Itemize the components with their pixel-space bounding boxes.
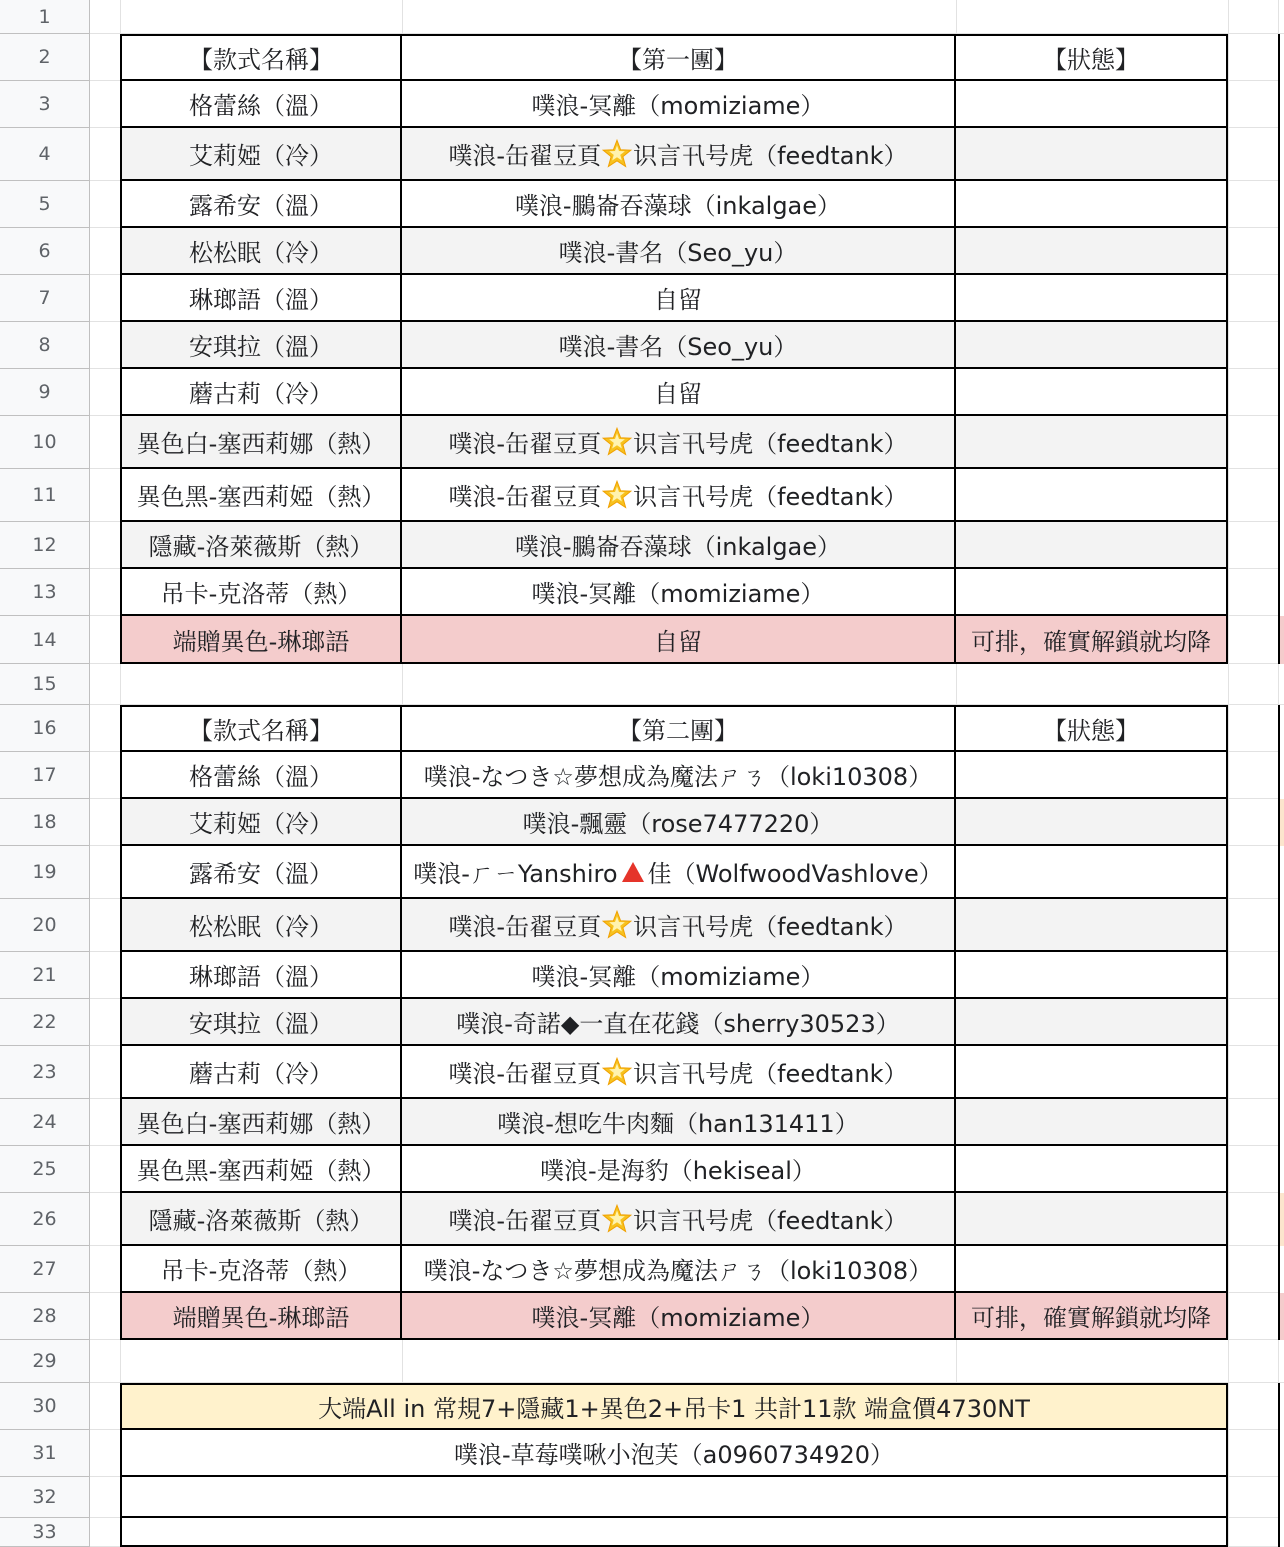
next-column-edge-highlight [1278,1193,1284,1246]
style-name-cell-text: 艾莉婭（冷） [189,142,333,170]
row-number[interactable]: 10 [0,416,89,469]
group-cell-text-part: 识言卂号虎（feedtank） [633,142,908,170]
row-number[interactable]: 12 [0,522,89,569]
style-name-cell-text: 琳瑯語（溫） [189,963,333,991]
group-cell[interactable] [402,899,956,952]
group-cell[interactable] [402,846,956,899]
row-number[interactable]: 19 [0,846,89,899]
style-name-cell[interactable] [120,522,402,569]
group-cell-text-part: 识言卂号虎（feedtank） [633,483,908,511]
status-cell[interactable] [956,899,1228,952]
group-cell-text: 噗浪-飄靈（rose7477220） [522,810,834,838]
group-cell[interactable] [402,1246,956,1293]
row-number[interactable]: 26 [0,1193,89,1246]
header-group[interactable] [402,705,956,752]
style-name-cell[interactable] [120,275,402,322]
group-cell-text: 噗浪-鵩崙吞藻球（inkalgae） [514,533,842,561]
header-status[interactable] [956,34,1228,81]
status-cell[interactable] [956,799,1228,846]
status-cell[interactable] [956,275,1228,322]
empty-merged-cell[interactable] [120,1477,1228,1518]
group-cell[interactable] [402,1046,956,1099]
style-name-cell[interactable] [120,616,402,664]
status-cell[interactable] [956,369,1228,416]
status-cell[interactable] [956,228,1228,275]
style-name-cell[interactable] [120,952,402,999]
status-cell[interactable] [956,1193,1228,1246]
row-number[interactable]: 7 [0,275,89,322]
style-name-cell-text: 松松眠（冷） [189,913,333,941]
status-cell[interactable] [956,1293,1228,1340]
next-column-edge-highlight [1278,1293,1284,1340]
glowing-star-icon [602,1204,632,1234]
style-name-cell[interactable] [120,1146,402,1193]
group-cell-text: 自留 [654,380,702,408]
red-triangle-icon [621,861,645,883]
group-cell-text-part: 噗浪-缶翟豆頁 [448,1060,602,1088]
empty-merged-cell[interactable] [120,1518,1228,1547]
header-status-text: 【狀態】 [1043,717,1139,745]
group-cell-text: 噗浪-想吃牛肉麵（han131411） [497,1110,859,1138]
style-name-cell[interactable] [120,999,402,1046]
row-number[interactable]: 28 [0,1293,89,1340]
style-name-cell-text: 格蕾絲（溫） [189,763,333,791]
row-number[interactable]: 21 [0,952,89,999]
row-number[interactable]: 8 [0,322,89,369]
group-cell-text: 自留 [654,286,702,314]
group-cell-text: 噗浪-書名（Seo_yu） [558,239,798,267]
style-name-cell-text: 端贈異色-琳瑯語 [172,1304,350,1332]
group-cell[interactable] [402,616,956,664]
style-name-cell-text: 異色黑-塞西莉婭（熱） [136,483,386,511]
group-cell-text: 噗浪-なつき☆夢想成為魔法ㄕㄋ（loki10308） [423,763,933,791]
row-number[interactable]: 5 [0,181,89,228]
group-cell-text-part: 识言卂号虎（feedtank） [633,1207,908,1235]
group-cell[interactable] [402,752,956,799]
header-style-name-text: 【款式名稱】 [189,717,333,745]
group-cell-text: 噗浪-奇諾◆一直在花錢（sherry30523） [456,1010,900,1038]
next-column-edge-highlight [1278,799,1284,846]
style-name-cell-text: 隱藏-洛萊薇斯（熱） [148,533,374,561]
group-cell-text-part: 佳（WolfwoodVashlove） [647,860,943,888]
row-number[interactable]: 20 [0,899,89,952]
glowing-star-icon [602,427,632,457]
style-name-cell-text: 異色黑-塞西莉婭（熱） [136,1157,386,1185]
style-name-cell[interactable] [120,899,402,952]
group-cell-text-part: 噗浪-缶翟豆頁 [448,142,602,170]
group-cell-text: 自留 [654,627,702,656]
gridline-vertical [1228,0,1229,1547]
group-cell-text: 噗浪-鵩崙吞藻球（inkalgae） [514,192,842,220]
row-number[interactable]: 14 [0,616,89,664]
status-cell[interactable] [956,569,1228,616]
status-cell[interactable] [956,1146,1228,1193]
status-cell[interactable] [956,1246,1228,1293]
status-cell[interactable] [956,1099,1228,1146]
style-name-cell[interactable] [120,1293,402,1340]
style-name-cell-text: 端贈異色-琳瑯語 [172,627,350,656]
style-name-cell-text: 琳瑯語（溫） [189,286,333,314]
style-name-cell-text: 格蕾絲（溫） [189,92,333,120]
group-cell-text-part: 噗浪-缶翟豆頁 [448,483,602,511]
header-status[interactable] [956,705,1228,752]
group-cell-text-part: 噗浪-缶翟豆頁 [448,913,602,941]
style-name-cell-text: 吊卡-克洛蒂（熱） [160,1257,362,1285]
style-name-cell[interactable] [120,799,402,846]
header-status-text: 【狀態】 [1043,46,1139,74]
row-number[interactable]: 15 [0,664,89,705]
group-cell[interactable] [402,469,956,522]
status-cell[interactable] [956,416,1228,469]
status-cell[interactable] [956,522,1228,569]
status-cell[interactable] [956,1046,1228,1099]
row-number[interactable]: 1 [0,0,89,34]
group-cell[interactable] [402,416,956,469]
group-cell[interactable] [402,322,956,369]
status-cell[interactable] [956,952,1228,999]
row-number[interactable]: 25 [0,1146,89,1193]
style-name-cell[interactable] [120,416,402,469]
style-name-cell[interactable] [120,569,402,616]
group-cell-text-part: 噗浪-ㄏㄧYanshiro [413,860,618,888]
row-number[interactable]: 32 [0,1477,89,1518]
style-name-cell-text: 異色白-塞西莉娜（熱） [136,1110,386,1138]
style-name-cell[interactable] [120,1046,402,1099]
row-number[interactable]: 22 [0,999,89,1046]
header-style-name[interactable] [120,705,402,752]
row-number[interactable]: 24 [0,1099,89,1146]
style-name-cell-text: 松松眠（冷） [189,239,333,267]
group-cell[interactable] [402,569,956,616]
header-group[interactable] [402,34,956,81]
row-number[interactable]: 27 [0,1246,89,1293]
header-group-text: 【第二團】 [618,717,738,745]
group-cell-text-part: 识言卂号虎（feedtank） [633,913,908,941]
group-cell[interactable] [402,128,956,181]
summary-title-cell[interactable] [120,1383,1228,1430]
group-cell[interactable] [402,799,956,846]
row-number[interactable]: 23 [0,1046,89,1099]
next-column-edge [1278,34,1284,664]
style-name-cell[interactable] [120,181,402,228]
style-name-cell[interactable] [120,228,402,275]
glowing-star-icon [602,139,632,169]
group-cell-text: 噗浪-是海豹（hekiseal） [540,1157,816,1185]
group-cell[interactable] [402,1099,956,1146]
row-number[interactable]: 30 [0,1383,89,1430]
style-name-cell[interactable] [120,81,402,128]
row-number[interactable]: 16 [0,705,89,752]
status-cell[interactable] [956,846,1228,899]
group-cell[interactable] [402,228,956,275]
group-cell-text: 噗浪-冥離（momiziame） [531,963,825,991]
style-name-cell-text: 隱藏-洛萊薇斯（熱） [148,1207,374,1235]
style-name-cell[interactable] [120,369,402,416]
style-name-cell[interactable] [120,846,402,899]
row-number[interactable]: 17 [0,752,89,799]
group-cell-text: 噗浪-冥離（momiziame） [531,92,825,120]
header-style-name[interactable] [120,34,402,81]
group-cell-text-part: 识言卂号虎（feedtank） [633,1060,908,1088]
header-style-name-text: 【款式名稱】 [189,46,333,74]
row-number[interactable]: 4 [0,128,89,181]
status-cell[interactable] [956,181,1228,228]
summary-title-cell-text: 大端All in 常規7+隱藏1+異色2+吊卡1 共計11款 端盒價4730NT [318,1395,1030,1423]
style-name-cell-text: 蘑古莉（冷） [189,380,333,408]
row-number[interactable]: 33 [0,1518,89,1547]
group-cell-text: 噗浪-なつき☆夢想成為魔法ㄕㄋ（loki10308） [423,1257,933,1285]
row-number[interactable]: 3 [0,81,89,128]
next-column-edge [1278,1383,1284,1547]
row-number[interactable]: 31 [0,1430,89,1477]
group-cell[interactable] [402,275,956,322]
row-number[interactable]: 13 [0,569,89,616]
style-name-cell-text: 吊卡-克洛蒂（熱） [160,580,362,608]
style-name-cell[interactable] [120,1246,402,1293]
status-cell[interactable] [956,322,1228,369]
style-name-cell[interactable] [120,322,402,369]
group-cell-text-part: 噗浪-缶翟豆頁 [448,430,602,458]
group-cell[interactable] [402,1293,956,1340]
group-cell-text: 噗浪-冥離（momiziame） [531,1304,825,1332]
group-cell-text-part: 噗浪-缶翟豆頁 [448,1207,602,1235]
style-name-cell-text: 蘑古莉（冷） [189,1060,333,1088]
status-cell[interactable] [956,81,1228,128]
status-cell-text: 可排，確實解鎖就均降 [971,627,1211,656]
status-cell[interactable] [956,752,1228,799]
style-name-cell-text: 露希安（溫） [189,860,333,888]
group-cell[interactable] [402,1146,956,1193]
glowing-star-icon [602,480,632,510]
header-group-text: 【第一團】 [618,46,738,74]
status-cell[interactable] [956,128,1228,181]
row-number[interactable]: 29 [0,1340,89,1383]
style-name-cell-text: 安琪拉（溫） [189,333,333,361]
group-cell[interactable] [402,369,956,416]
row-number[interactable]: 2 [0,34,89,81]
status-cell[interactable] [956,616,1228,664]
summary-buyer-cell[interactable] [120,1430,1228,1477]
glowing-star-icon [602,1057,632,1087]
group-cell[interactable] [402,952,956,999]
group-cell[interactable] [402,999,956,1046]
group-cell-text: 噗浪-書名（Seo_yu） [558,333,798,361]
group-cell[interactable] [402,81,956,128]
group-cell-text-part: 识言卂号虎（feedtank） [633,430,908,458]
group-cell[interactable] [402,181,956,228]
row-number[interactable]: 9 [0,369,89,416]
status-cell[interactable] [956,469,1228,522]
status-cell[interactable] [956,999,1228,1046]
row-number[interactable]: 18 [0,799,89,846]
style-name-cell-text: 異色白-塞西莉娜（熱） [136,430,386,458]
group-cell[interactable] [402,1193,956,1246]
style-name-cell-text: 露希安（溫） [189,192,333,220]
style-name-cell[interactable] [120,1193,402,1246]
style-name-cell-text: 艾莉婭（冷） [189,810,333,838]
style-name-cell[interactable] [120,752,402,799]
glowing-star-icon [602,910,632,940]
next-column-edge-highlight [1278,616,1284,664]
group-cell-text: 噗浪-冥離（momiziame） [531,580,825,608]
style-name-cell[interactable] [120,469,402,522]
row-number[interactable]: 6 [0,228,89,275]
group-cell[interactable] [402,522,956,569]
style-name-cell[interactable] [120,1099,402,1146]
summary-buyer-cell-text: 噗浪-草莓噗啾小泡芙（a0960734920） [453,1441,895,1469]
row-number[interactable]: 11 [0,469,89,522]
status-cell-text: 可排，確實解鎖就均降 [971,1304,1211,1332]
style-name-cell[interactable] [120,128,402,181]
style-name-cell-text: 安琪拉（溫） [189,1010,333,1038]
